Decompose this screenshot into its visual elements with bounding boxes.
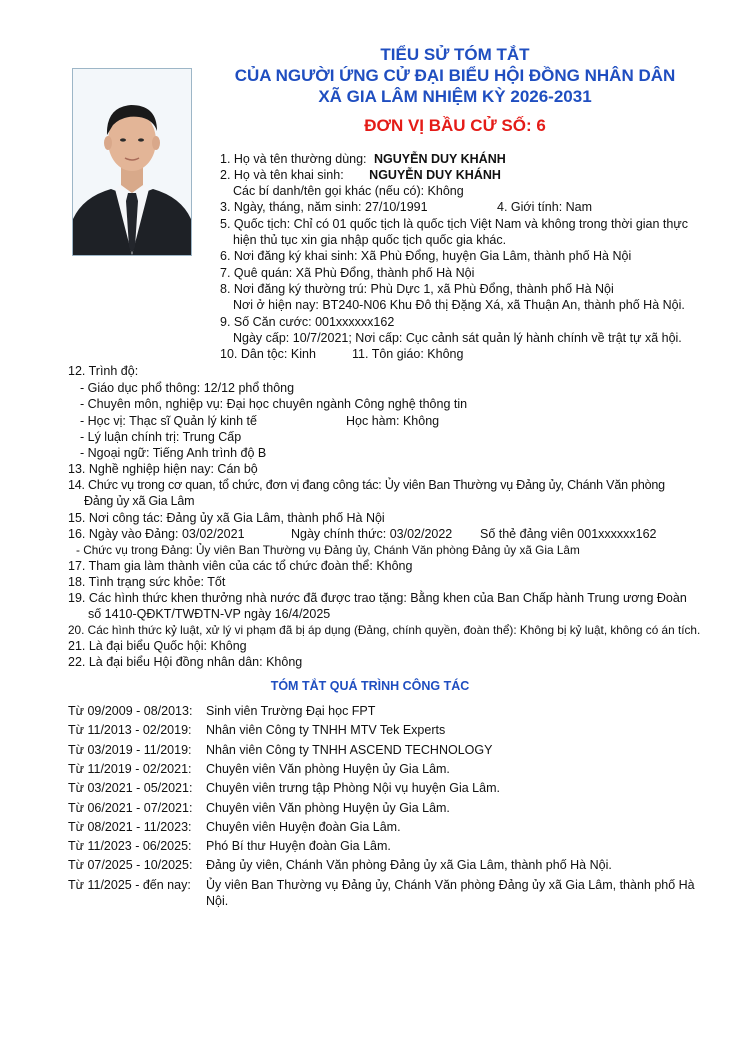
party-card-row: Số thẻ đảng viên 001xxxxxx162 [480,527,657,541]
work-history-heading: TÓM TẮT QUÁ TRÌNH CÔNG TÁC [270,679,470,693]
party-join-row: 16. Ngày vào Đảng: 03/02/2021 [68,527,245,541]
work-period: Từ 11/2013 - 02/2019: [68,723,192,737]
political-theory: - Lý luận chính trị: Trung Cấp [80,430,242,444]
work-description: Sinh viên Trường Đại học FPT [206,704,376,718]
health-row: 18. Tình trạng sức khỏe: Tốt [68,575,226,589]
nationality-row: 5. Quốc tịch: Chỉ có 01 quốc tịch là quốc tịch Việt Nam và không trong thời gian thực [220,217,688,231]
work-description: Chuyên viên Văn phòng Huyện ủy Gia Lâm. [206,801,450,815]
academic-title: Học hàm: Không [346,414,440,428]
education-label: 12. Trình độ: [68,364,139,378]
work-description: Ủy viên Ban Thường vụ Đảng ủy, Chánh Văn phòng Đảng ủy xã Gia Lâm, thành phố Hà Nội. [206,878,695,908]
awards-text: 19. Các hình thức khen thưởng nhà nước đã được trao tặng: Bằng khen của Ban Chấp hành Trung ương Đoàn số 1410-QĐKT/TWĐTN-VP ngày 16/4/2025 [68,591,687,621]
religion-row: 11. Tôn giáo: Không [352,347,464,361]
common-name-label: 1. Họ và tên thường dùng: [220,152,367,166]
na-deputy-row: 21. Là đại biểu Quốc hội: Không [68,639,247,653]
work-period: Từ 06/2021 - 07/2021: [68,801,193,815]
work-period: Từ 11/2025 - đến nay: [68,878,191,892]
work-period: Từ 07/2025 - 10/2025: [68,858,193,872]
id-card-row: 9. Số Căn cước: 001xxxxxx162 [220,315,395,329]
workplace-row: 15. Nơi công tác: Đảng ủy xã Gia Lâm, thành phố Hà Nội [68,511,385,525]
hometown-row: 7. Quê quán: Xã Phù Đổng, thành phố Hà Nội [220,266,475,280]
work-period: Từ 03/2021 - 05/2021: [68,781,193,795]
professional-education: - Chuyên môn, nghiệp vụ: Đại học chuyên ngành Công nghệ thông tin [80,397,468,411]
birth-registration-row: 6. Nơi đăng ký khai sinh: Xã Phù Đổng, huyện Gia Lâm, thành phố Hà Nội [220,249,632,263]
ethnicity-row: 10. Dân tộc: Kinh [220,347,316,361]
party-position-row: - Chức vụ trong Đảng: Ủy viên Ban Thường vụ Đảng ủy, Chánh Văn phòng Đảng ủy xã Gia Lâm [76,543,580,557]
position-text: 14. Chức vụ trong cơ quan, tổ chức, đơn vị đang công tác: Ủy viên Ban Thường vụ Đảng ủy, Chánh Văn phòng Đảng ủy xã Gia Lâm [68,478,665,508]
birth-name-label: 2. Họ và tên khai sinh: [220,168,344,182]
unions-row: 17. Tham gia làm thành viên của các tổ chức đoàn thể: Không [68,559,413,573]
nationality-row-cont: hiện thủ tục xin gia nhập quốc tịch quốc gia khác. [233,233,507,247]
common-name-value: NGUYỄN DUY KHÁNH [374,152,506,166]
portrait-illustration [73,69,191,255]
current-address-row: Nơi ở hiện nay: BT240-N06 Khu Đô thị Đặng Xá, xã Thuận An, thành phố Hà Nội. [233,298,685,312]
document-header [195,44,715,136]
work-period: Từ 11/2023 - 06/2025: [68,839,192,853]
academic-degree: - Học vị: Thạc sĩ Quản lý kinh tế [80,414,257,428]
work-period: Từ 11/2019 - 02/2021: [68,762,192,776]
id-issue-row: Ngày cấp: 10/7/2021; Nơi cấp: Cục cảnh sát quản lý hành chính về trật tự xã hội. [233,331,682,345]
birth-name-value: NGUYỄN DUY KHÁNH [369,168,501,182]
discipline-row: 20. Các hình thức kỷ luật, xử lý vi phạm đã bị áp dụng (Đảng, chính quyền, đoàn thể): Không bị kỷ luật, không có án tích. [68,623,701,637]
work-description: Nhân viên Công ty TNHH MTV Tek Experts [206,723,446,737]
common-name-row [220,151,506,167]
document-subtitle: CỦA NGƯỜI ỨNG CỬ ĐẠI BIỂU HỘI ĐỒNG NHÂN DÂN [234,66,676,85]
gender-row: 4. Giới tính: Nam [497,200,593,214]
council-deputy-row: 22. Là đại biểu Hội đồng nhân dân: Không [68,655,303,669]
residence-row: 8. Nơi đăng ký thường trú: Phù Dực 1, xã Phù Đổng, thành phố Hà Nội [220,282,614,296]
document-term: XÃ GIA LÂM NHIỆM KỲ 2026-2031 [318,87,592,106]
work-description: Đảng ủy viên, Chánh Văn phòng Đảng ủy xã Gia Lâm, thành phố Hà Nội. [206,858,612,872]
work-description: Chuyên viên trưng tập Phòng Nội vụ huyện Gia Lâm. [206,781,500,795]
electoral-unit: ĐƠN VỊ BẦU CỬ SỐ: 6 [364,116,546,135]
work-description: Nhân viên Công ty TNHH ASCEND TECHNOLOGY [206,743,493,757]
work-period: Từ 08/2021 - 11/2023: [68,820,192,834]
aliases-row: Các bí danh/tên gọi khác (nếu có): Không [233,184,464,198]
awards-row [68,590,698,622]
candidate-photo [72,68,192,256]
work-period: Từ 09/2009 - 08/2013: [68,704,193,718]
birth-name-row [220,167,501,183]
general-education: - Giáo dục phổ thông: 12/12 phổ thông [80,381,295,395]
party-official-row: Ngày chính thức: 03/02/2022 [291,527,453,541]
work-description: Phó Bí thư Huyện đoàn Gia Lâm. [206,839,391,853]
work-period: Từ 03/2019 - 11/2019: [68,743,192,757]
document-title: TIỂU SỬ TÓM TẮT [380,45,530,64]
position-row [68,477,668,509]
dob-row: 3. Ngày, tháng, năm sinh: 27/10/1991 [220,200,428,214]
foreign-language: - Ngoại ngữ: Tiếng Anh trình độ B [80,446,267,460]
work-description: Chuyên viên Huyện đoàn Gia Lâm. [206,820,401,834]
occupation-row: 13. Nghề nghiệp hiện nay: Cán bộ [68,462,258,476]
work-description: Chuyên viên Văn phòng Huyện ủy Gia Lâm. [206,762,450,776]
